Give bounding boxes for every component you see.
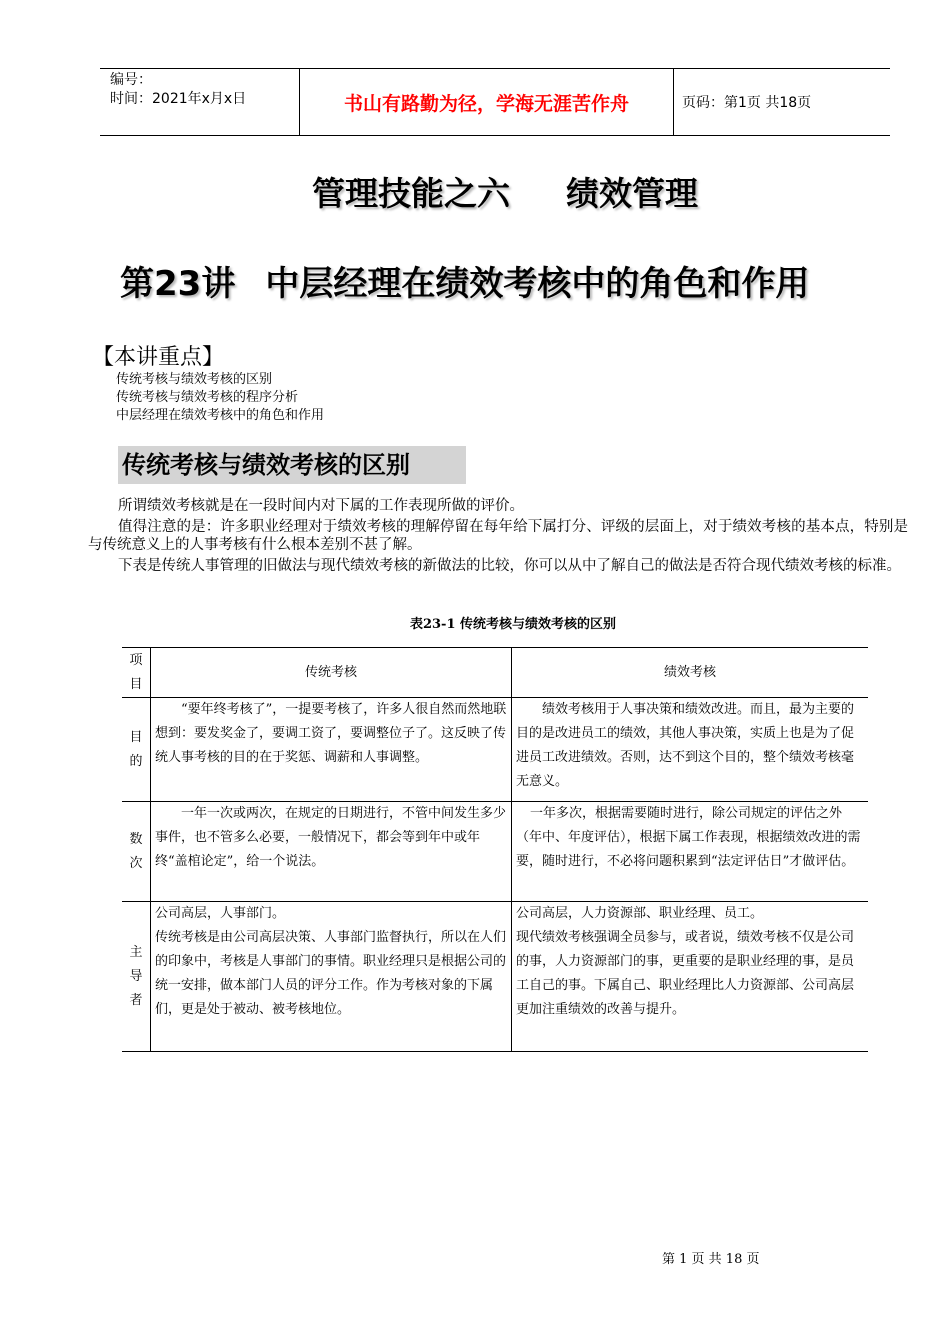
time-label: 时间：2021年x月x日 (110, 91, 247, 107)
header-meta (100, 69, 300, 135)
row-traditional: 一年一次或两次，在规定的日期进行，不管中间发生多少事件，也不管多么必要，一般情况下，都会等到年中或年终“盖棺论定”，给一个说法。 (151, 802, 512, 902)
header-item: 项目 (122, 648, 151, 698)
row-traditional-line: 公司高层，人事部门。 (155, 906, 286, 921)
row-traditional-line: 传统考核是由公司高层决策、人事部门监督执行，所以在人们的印象中，考核是人事部门的事情。职业经理只是根据公司的统一安排，做本部门人员的评分工作。作为考核对象的下属们，更是处于被动、被考核地位。 (155, 930, 507, 1017)
table-row (122, 802, 868, 902)
lecture-topic: 中层经理在绩效考核中的角色和作用 (265, 264, 810, 304)
main-title (0, 168, 950, 215)
header-traditional: 传统考核 (151, 648, 512, 698)
section-heading: 传统考核与绩效考核的区别 (118, 446, 466, 484)
row-item: 目的 (122, 698, 151, 802)
key-point-item: 中层经理在绩效考核中的角色和作用 (116, 408, 325, 423)
comparison-table (122, 647, 868, 1052)
row-performance (512, 902, 869, 1052)
row-performance: 绩效考核用于人事决策和绩效改进。而且，最为主要的目的是改进员工的绩效，其他人事决策，实质上也是为了促进员工改进绩效。否则，达不到这个目的，整个绩效考核毫无意义。 (512, 698, 869, 802)
paragraph: 所谓绩效考核就是在一段时间内对下属的工作表现所做的评价。 (118, 498, 524, 514)
key-points-heading: 【本讲重点】 (92, 345, 225, 370)
page-footer: 第 1 页 共 18 页 (662, 1252, 760, 1267)
main-title-part1: 管理技能之六 (312, 174, 510, 213)
row-item: 数次 (122, 802, 151, 902)
key-point-item: 传统考核与绩效考核的区别 (116, 372, 273, 387)
header-performance: 绩效考核 (512, 648, 869, 698)
row-item: 主导者 (122, 902, 151, 1052)
key-point-item: 传统考核与绩效考核的程序分析 (116, 390, 299, 405)
table-row (122, 698, 868, 802)
row-performance-line: 现代绩效考核强调全员参与，或者说，绩效考核不仅是公司的事，人力资源部门的事，更重要的是职业经理的事，是员工自己的事。下属自己、职业经理比人力资源部、公司高层更加注重绩效的改善与提升。 (516, 930, 855, 1017)
lecture-number: 第23讲 (120, 264, 236, 304)
table-row (122, 902, 868, 1052)
number-label: 编号： (110, 72, 152, 88)
row-performance-line: 公司高层，人力资源部、职业经理、员工。 (516, 906, 764, 921)
key-points-list (116, 371, 324, 425)
page-header (100, 68, 890, 136)
row-traditional: “要年终考核了”，一提要考核了，许多人很自然而然地联想到：要发奖金了，要调工资了，要调整位子了。这反映了传统人事考核的目的在于奖惩、调薪和人事调整。 (151, 698, 512, 802)
header-motto: 书山有路勤为径，学海无涯苦作舟 (300, 69, 674, 135)
row-performance: 一年多次，根据需要随时进行，除公司规定的评估之外（年中、年度评估），根据下属工作表现，根据绩效改进的需要，随时进行，不必将问题积累到“法定评估日”才做评估。 (512, 802, 869, 902)
header-page-label: 页码：第1页 共18页 (682, 95, 812, 111)
row-traditional (151, 902, 512, 1052)
lecture-title (120, 256, 809, 305)
table-caption: 表23-1 传统考核与绩效考核的区别 (409, 617, 617, 632)
paragraph: 下表是传统人事管理的旧做法与现代绩效考核的新做法的比较，你可以从中了解自己的做法是否符合现代绩效考核的标准。 (118, 558, 901, 574)
table-header-row (122, 648, 868, 698)
paragraph: 值得注意的是：许多职业经理对于绩效考核的理解停留在每年给下属打分、评级的层面上，对于绩效考核的基本点，特别是与传统意义上的人事考核有什么根本差别不甚了解。 (88, 519, 908, 553)
main-title-part2: 绩效管理 (566, 174, 698, 213)
